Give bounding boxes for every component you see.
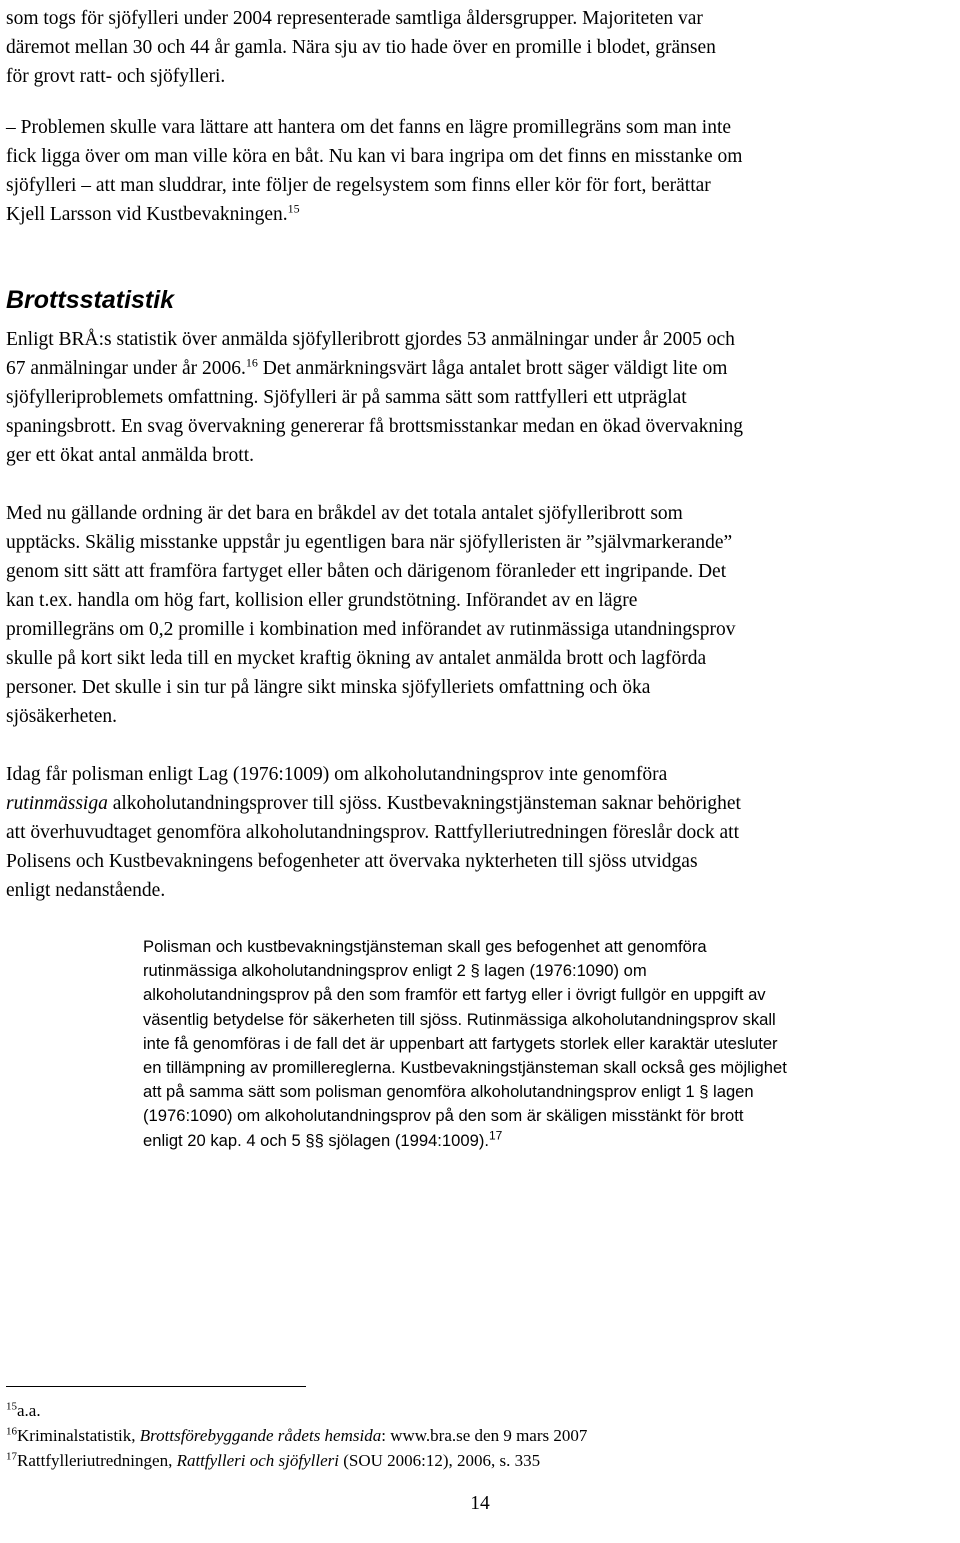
footnote-text: Kriminalstatistik, xyxy=(17,1426,140,1445)
text-line: Polisman och kustbevakningstjänsteman skall ges befogenhet att genomföra xyxy=(143,937,707,956)
text-line: sjöfylleri – att man sluddrar, inte följer de regelsystem som finns eller kör för fort, berättar xyxy=(6,175,711,196)
text-line: som togs för sjöfylleri under 2004 representerade samtliga åldersgrupper. Majoriteten var xyxy=(6,8,703,29)
text-segment: Kjell Larsson vid Kustbevakningen. xyxy=(6,204,288,225)
text-line: Idag får polisman enligt Lag (1976:1009) om alkoholutandningsprov inte genomföra xyxy=(6,764,668,785)
footnote-ref-17[interactable]: 17 xyxy=(488,1128,503,1143)
paragraph-statistics xyxy=(6,325,960,470)
paragraph-quote-larsson xyxy=(6,113,960,229)
footnote-text: a.a. xyxy=(17,1401,41,1420)
text-line: att överhuvudtaget genomföra alkoholutandningsprov. Rattfylleriutredningen föreslår dock att xyxy=(6,822,740,843)
paragraph-current-order xyxy=(6,499,960,731)
footnote-source-title: Rattfylleri och sjöfylleri xyxy=(176,1451,339,1470)
blockquote-proposal xyxy=(143,935,943,1153)
text-line: alkoholutandningsprov på den som framför ett fartyg eller i övrigt fullgör en uppgift av xyxy=(143,985,766,1005)
text-line: skulle på kort sikt leda till en mycket kraftig ökning av antalet anmälda brott och lagförda xyxy=(6,648,707,669)
footnote-number: 17 xyxy=(6,1450,17,1463)
text-segment: 67 anmälningar under år 2006. xyxy=(6,358,246,379)
text-line: ger ett ökat antal anmälda brott. xyxy=(6,445,254,466)
text-line: (1976:1090) om alkoholutandningsprov på den som är skäligen misstänkt för brott xyxy=(143,1106,744,1126)
text-line xyxy=(6,354,960,383)
section-heading: Brottsstatistik xyxy=(6,286,175,314)
text-line: en tillämpning av promillereglerna. Kustbevakningstjänsteman skall också ges möjlighet xyxy=(143,1058,787,1078)
text-line xyxy=(6,200,960,229)
text-line: Enligt BRÅ:s statistik över anmälda sjöfylleribrott gjordes 53 anmälningar under år 2005 och xyxy=(6,329,735,350)
text-segment: alkoholutandningsprover till sjöss. Kustbevakningstjänsteman saknar behörighet xyxy=(107,793,741,814)
text-line: sjöfylleriproblemets omfattning. Sjöfylleri är på samma sätt som rattfylleri ett utpräglat xyxy=(6,387,687,408)
footnote-divider xyxy=(6,1386,306,1387)
text-line: Polisens och Kustbevakningens befogenheter att övervaka nykterheten till sjöss utvidgas xyxy=(6,851,698,872)
footnote-ref-15[interactable]: 15 xyxy=(287,201,300,216)
text-line: enligt nedanstående. xyxy=(6,880,166,901)
text-line: personer. Det skulle i sin tur på längre sikt minska sjöfylleriets omfattning och öka xyxy=(6,677,651,698)
text-line: spaningsbrott. En svag övervakning genererar få brottsmisstankar medan en ökad övervakning xyxy=(6,416,743,437)
text-segment: enligt 20 kap. 4 och 5 §§ sjölagen (1994:1009). xyxy=(143,1130,489,1150)
text-line: för grovt ratt- och sjöfylleri. xyxy=(6,66,226,87)
page-number: 14 xyxy=(470,1493,490,1514)
paragraph-police-powers xyxy=(6,760,960,905)
footnote-text: Rattfylleriutredningen, xyxy=(17,1451,177,1470)
footnote-16 xyxy=(6,1423,906,1448)
text-line: fick ligga över om man ville köra en båt. Nu kan vi bara ingripa om det finns en misstanke om xyxy=(6,146,743,167)
footnote-text: : www.bra.se den 9 mars 2007 xyxy=(381,1426,588,1445)
text-line: inte få genomföras i de fall det är uppenbart att fartygets storlek eller karaktär utesluter xyxy=(143,1033,778,1053)
text-line: upptäcks. Skälig misstanke uppstår ju egentligen bara när sjöfylleristen är ”självmarkerande” xyxy=(6,532,733,553)
text-segment-italic: rutinmässiga xyxy=(6,793,108,814)
text-line: – Problemen skulle vara lättare att hantera om det fanns en lägre promillegräns som man inte xyxy=(6,117,732,138)
footnote-ref-16[interactable]: 16 xyxy=(245,355,258,370)
text-line: däremot mellan 30 och 44 år gamla. Nära sju av tio hade över en promille i blodet, gränsen xyxy=(6,37,716,58)
text-line: genom sitt sätt att framföra fartyget eller båten och därigenom föranleder ett ingripande. Det xyxy=(6,561,727,582)
paragraph-intro xyxy=(6,4,960,91)
footnote-15 xyxy=(6,1398,906,1423)
footnote-number: 15 xyxy=(6,1400,17,1413)
text-line: kan t.ex. handla om hög fart, kollision eller grundstötning. Införandet av en lägre xyxy=(6,590,638,611)
text-line: promillegräns om 0,2 promille i kombination med införandet av rutinmässiga utandningsprov xyxy=(6,619,736,640)
text-line: sjösäkerheten. xyxy=(6,706,118,727)
footnote-17 xyxy=(6,1448,906,1473)
text-line: väsentlig betydelse för säkerheten till sjöss. Rutinmässiga alkoholutandningsprov skall xyxy=(143,1009,776,1029)
text-line: rutinmässiga alkoholutandningsprov enligt 2 § lagen (1976:1090) om xyxy=(143,961,647,981)
footnote-text: (SOU 2006:12), 2006, s. 335 xyxy=(339,1451,541,1470)
text-line: Med nu gällande ordning är det bara en bråkdel av det totala antalet sjöfylleribrott som xyxy=(6,503,683,524)
text-segment: Det anmärkningsvärt låga antalet brott säger väldigt lite om xyxy=(257,358,728,379)
text-line: att på samma sätt som polisman genomföra alkoholutandningsprov enligt 1 § lagen xyxy=(143,1082,754,1102)
footnote-source-title: Brottsförebyggande rådets hemsida xyxy=(139,1426,382,1445)
text-line xyxy=(143,1129,943,1153)
text-line xyxy=(6,789,960,818)
footnote-number: 16 xyxy=(6,1425,17,1438)
